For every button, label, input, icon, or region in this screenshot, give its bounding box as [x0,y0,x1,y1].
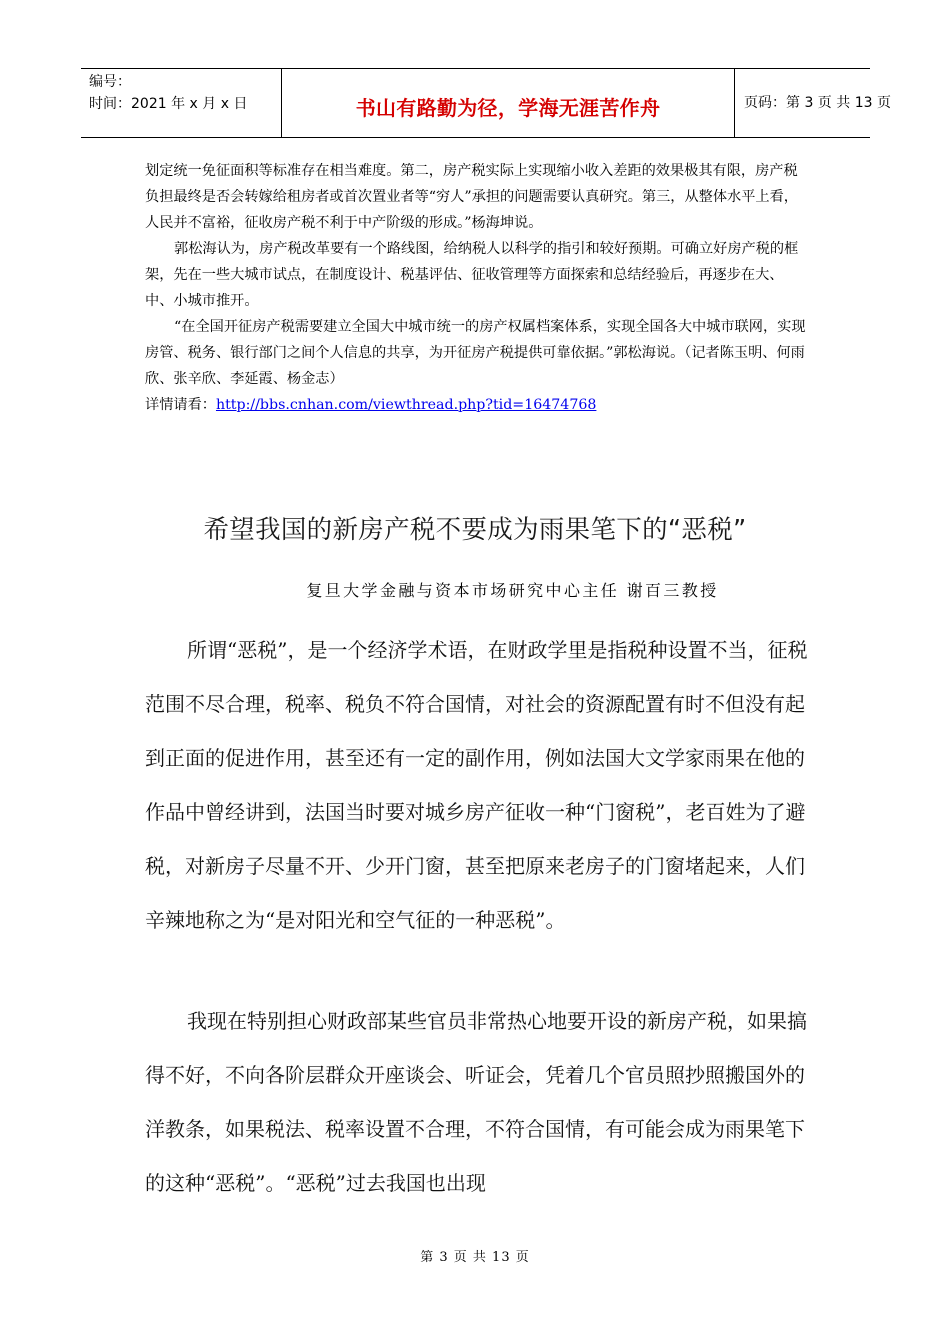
header-table [81,68,891,138]
time-label: 时间：2021 年 x 月 x 日 [89,96,248,112]
continuation-text [145,158,807,418]
detail-label: 详情请看： [145,397,216,413]
article-paragraph: 所谓“恶税”，是一个经济学术语，在财政学里是指税种设置不当，征税范围不尽合理，税率、税负不符合国情，对社会的资源配置有时不但没有起到正面的促进作用，甚至还有一定的副作用，例如法国大文学家雨果在他的作品中曾经讲到，法国当时要对城乡房产征收一种“门窗税”，老百姓为了避税，对新房子尽量不开、少开门窗，甚至把原来老房子的门窗堵起来，人们辛辣地称之为“是对阳光和空气征的一种恶税”。 [145,638,808,932]
article-title: 希望我国的新房产税不要成为雨果笔下的“恶税” [203,515,747,545]
header-meta-cell [81,69,282,137]
article-body-2 [145,994,810,1210]
continuation-paragraph: 郭松海认为，房产税改革要有一个路线图，给纳税人以科学的指引和较好预期。可确立好房产税的框架，先在一些大城市试点，在制度设计、税基评估、征收管理等方面探索和总结经验后，再逐步在大、中、小城市推开。 [145,241,799,309]
page-footer: 第 3 页 共 13 页 [420,1250,530,1265]
detail-link[interactable]: http://bbs.cnhan.com/viewthread.php?tid=16474768 [215,397,597,413]
number-label: 编号： [89,74,131,90]
article-paragraph: 我现在特别担心财政部某些官员非常热心地要开设的新房产税，如果搞得不好，不向各阶层群众开座谈会、听证会，凭着几个官员照抄照搬国外的洋教条，如果税法、税率设置不合理，不符合国情，有可能会成为雨果笔下的这种“恶税”。“恶税”过去我国也出现 [145,1009,807,1195]
article-byline: 复旦大学金融与资本市场研究中心主任 谢百三教授 [306,581,719,600]
header-page-label: 页码：第 3 页 共 13 页 [744,95,891,111]
continuation-paragraph: “在全国开征房产税需要建立全国大中城市统一的房产权属档案体系，实现全国各大中城市联网，实现房管、税务、银行部门之间个人信息的共享，为开征房产税提供可靠依据。”郭松海说。（记者陈玉明、何雨欣、张辛欣、李延霞、杨金志） [145,319,806,387]
continuation-paragraph: 划定统一免征面积等标准存在相当难度。第二，房产税实际上实现缩小收入差距的效果极其有限，房产税负担最终是否会转嫁给租房者或首次置业者等“穷人”承担的问题需要认真研究。第三，从整体水平上看，人民并不富裕，征收房产税不利于中产阶级的形成。”杨海坤说。 [145,163,798,231]
header-motto: 书山有路勤为径，学海无涯苦作舟 [282,69,735,137]
detail-line [145,392,807,418]
article-body-1 [145,623,810,947]
